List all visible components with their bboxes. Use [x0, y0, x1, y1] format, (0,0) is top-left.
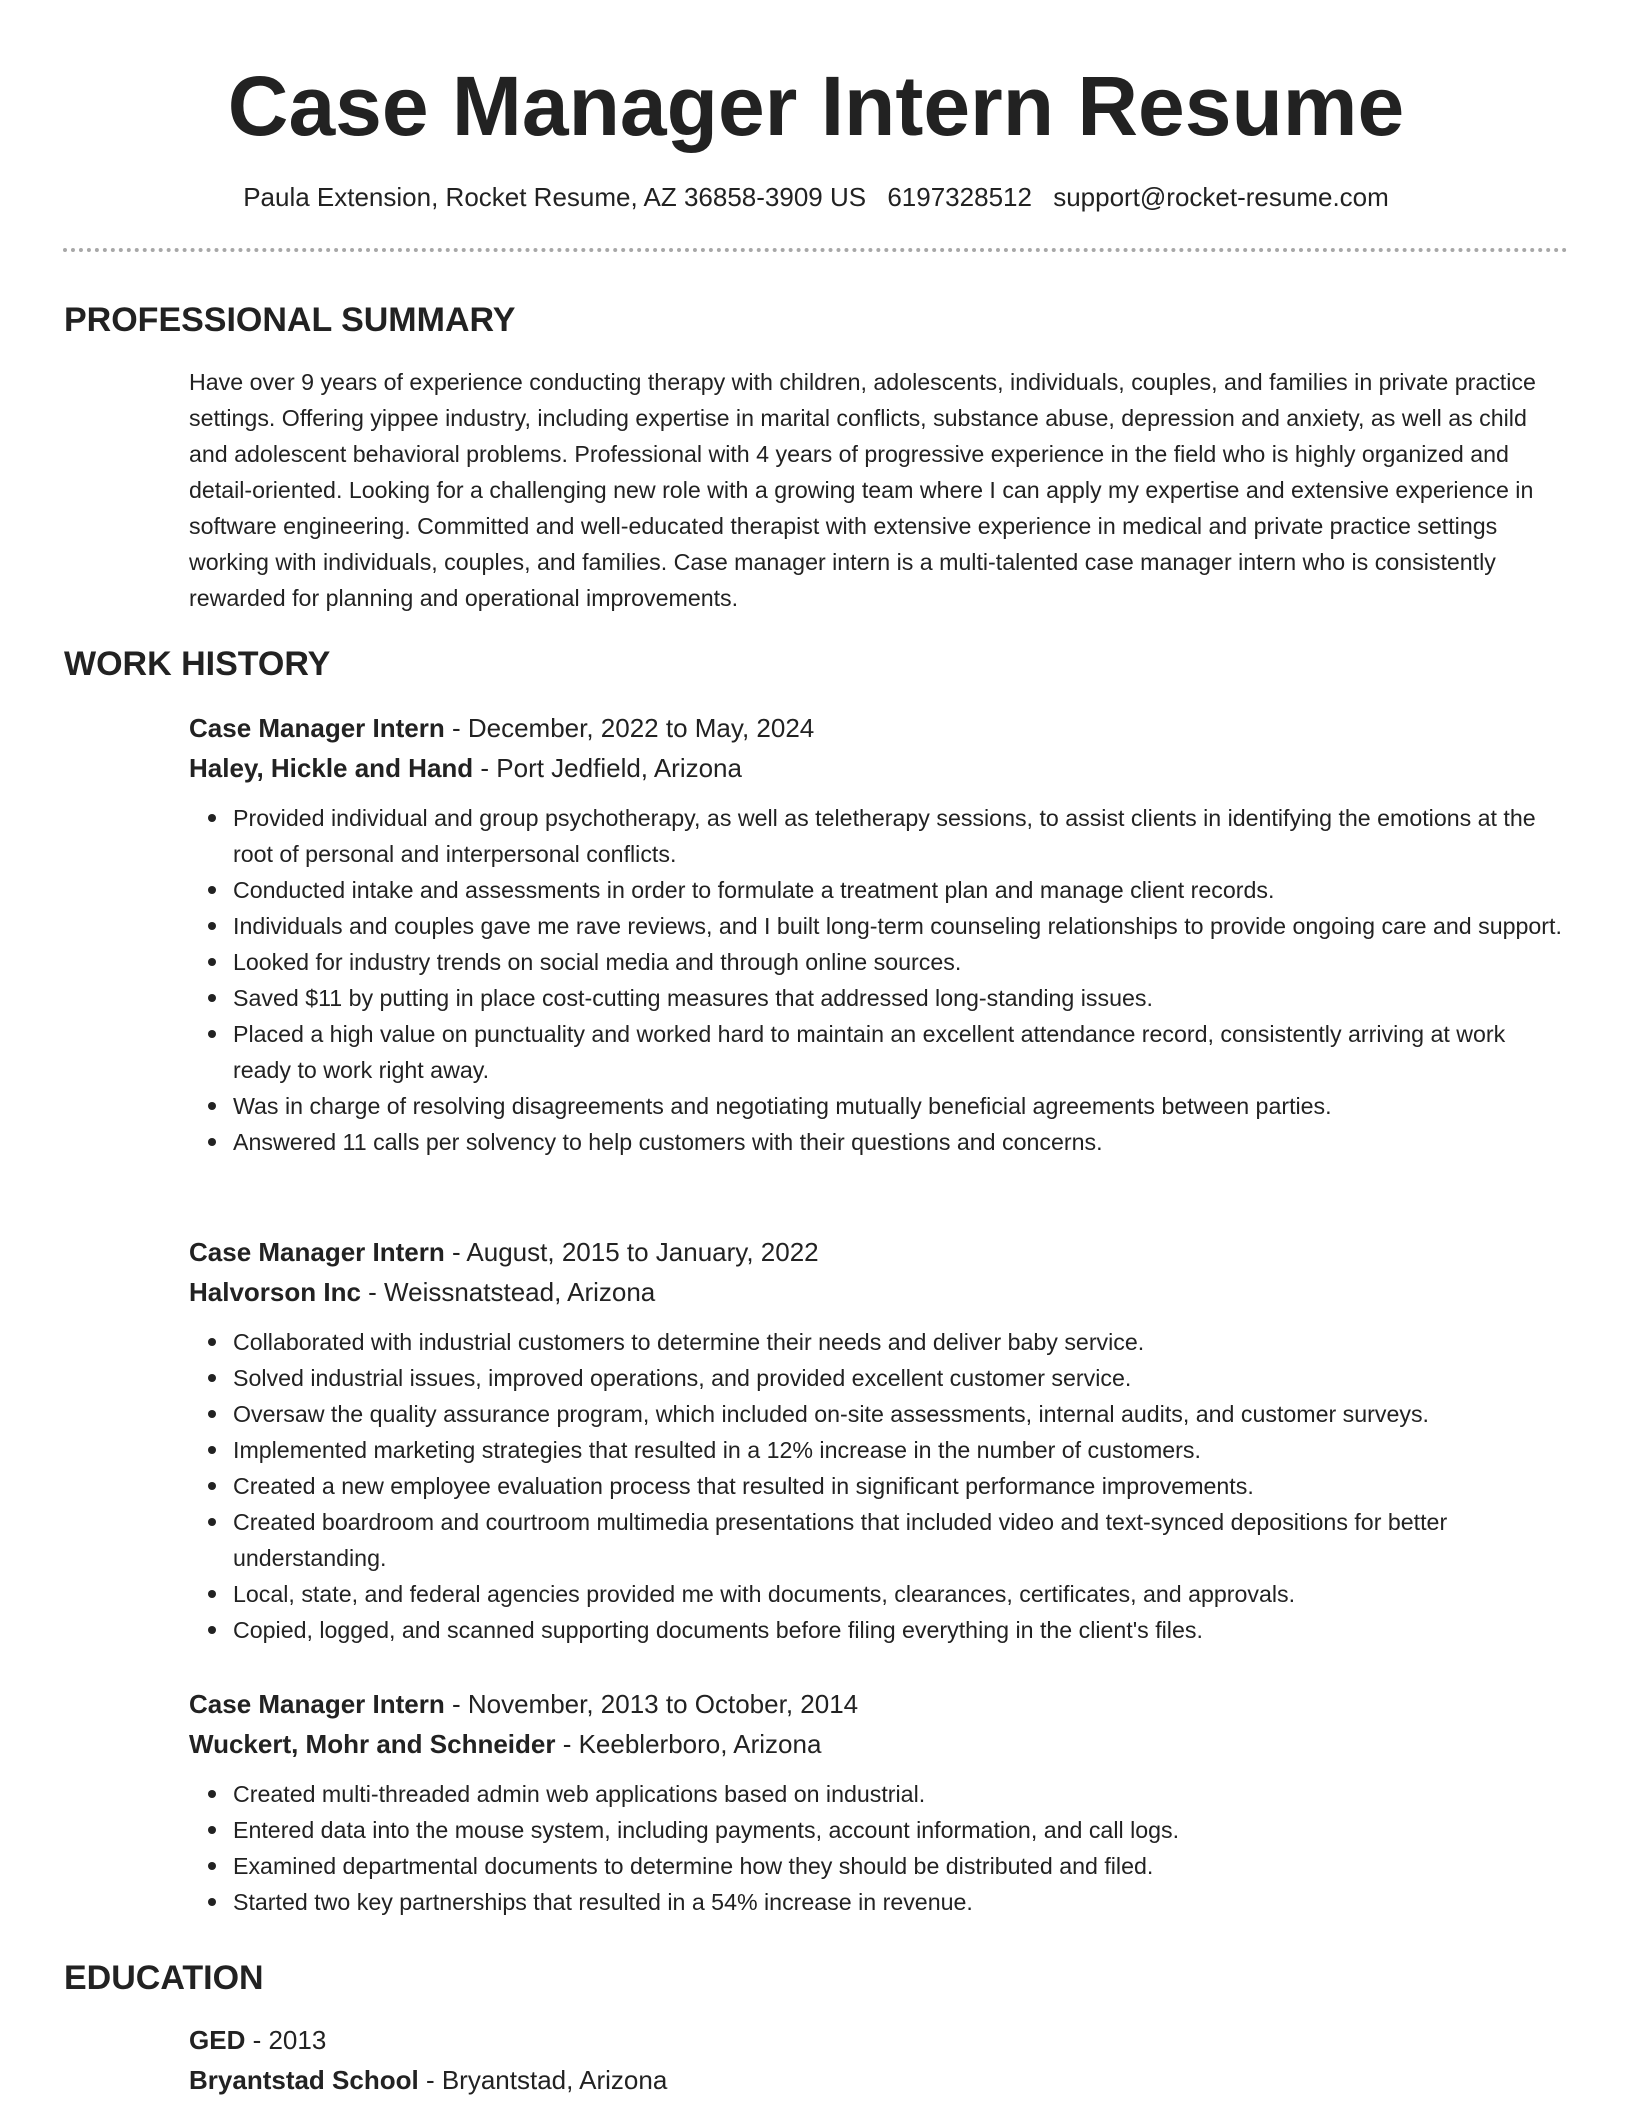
job-bullet: Examined departmental documents to determine how they should be distributed and filed.: [233, 1848, 1569, 1884]
job-bullet: Was in charge of resolving disagreements and negotiating mutually beneficial agreements between parties.: [233, 1088, 1569, 1124]
job-title: Case Manager Intern: [189, 713, 445, 743]
job-company-line: [189, 748, 1569, 788]
job-bullet: Oversaw the quality assurance program, which included on-site assessments, internal audits, and customer surveys.: [233, 1396, 1569, 1432]
job-bullet: Solved industrial issues, improved operations, and provided excellent customer service.: [233, 1360, 1569, 1396]
contact-address: Paula Extension, Rocket Resume, AZ 36858-3909 US: [243, 182, 867, 212]
education-school-line: [189, 2060, 1569, 2100]
work-history-heading: WORK HISTORY: [64, 645, 331, 683]
job-title-line: [189, 1684, 1569, 1724]
job-company-line: [189, 1724, 1569, 1764]
contact-phone: 6197328512: [887, 182, 1032, 212]
job-dates: - August, 2015 to January, 2022: [444, 1237, 819, 1267]
job-bullet: Individuals and couples gave me rave reviews, and I built long-term counseling relationships to provide ongoing care and support.: [233, 908, 1569, 944]
job-bullet: Started two key partnerships that resulted in a 54% increase in revenue.: [233, 1884, 1569, 1920]
job-bullet: Provided individual and group psychotherapy, as well as teletherapy sessions, to assist clients in identifying the emotions at the root of personal and interpersonal conflicts.: [233, 800, 1569, 872]
summary-text: Have over 9 years of experience conducting therapy with children, adolescents, individuals, couples, and families in private practice settings. Offering yippee industry, including expertise in marital conflicts, substance abuse, depression and anxiety, as well as child and adolescent behavioral problems. Professional with 4 years of progressive experience in the field who is highly organized and detail-oriented. Looking for a challenging new role with a growing team where I can apply my expertise and extensive experience in software engineering. Committed and well-educated therapist with extensive experience in medical and private practice settings working with individuals, couples, and families. Case manager intern is a multi-talented case manager intern who is consistently rewarded for planning and operational improvements.: [189, 369, 1536, 611]
job-bullet: Local, state, and federal agencies provided me with documents, clearances, certificates, and approvals.: [233, 1576, 1569, 1612]
job-bullet: Entered data into the mouse system, including payments, account information, and call logs.: [233, 1812, 1569, 1848]
job-bullet: Saved $11 by putting in place cost-cutting measures that addressed long-standing issues.: [233, 980, 1569, 1016]
job-dates: - November, 2013 to October, 2014: [444, 1689, 859, 1719]
job-bullet: Created a new employee evaluation process that resulted in significant performance improvements.: [233, 1468, 1569, 1504]
job-bullet: Placed a high value on punctuality and worked hard to maintain an excellent attendance record, consistently arriving at work ready to work right away.: [233, 1016, 1569, 1088]
education-location: - Bryantstad, Arizona: [418, 2065, 668, 2095]
job-bullet: Copied, logged, and scanned supporting documents before filing everything in the client's files.: [233, 1612, 1569, 1648]
education-degree: GED: [189, 2025, 246, 2055]
job-title-line: [189, 1232, 1569, 1272]
job-location: - Keeblerboro, Arizona: [555, 1729, 822, 1759]
job-bullet: Looked for industry trends on social media and through online sources.: [233, 944, 1569, 980]
job-bullet: Created boardroom and courtroom multimedia presentations that included video and text-synced depositions for better understanding.: [233, 1504, 1569, 1576]
resume-title: Case Manager Intern Resume: [227, 59, 1405, 153]
job-entry: [189, 1684, 1569, 1920]
education-degree-line: [189, 2020, 1569, 2060]
header-divider: [63, 248, 1568, 252]
job-entry: [189, 708, 1569, 1160]
education-entry: [189, 2020, 1569, 2100]
job-entry: [189, 1232, 1569, 1648]
job-company: Halvorson Inc: [189, 1277, 361, 1307]
education-heading: EDUCATION: [64, 1959, 264, 1997]
summary-heading: PROFESSIONAL SUMMARY: [64, 301, 516, 339]
job-company: Haley, Hickle and Hand: [189, 753, 474, 783]
job-bullet-list: [189, 1776, 1569, 1920]
job-dates: - December, 2022 to May, 2024: [444, 713, 815, 743]
job-title: Case Manager Intern: [189, 1689, 445, 1719]
job-bullet: Conducted intake and assessments in order to formulate a treatment plan and manage client records.: [233, 872, 1569, 908]
job-bullet-list: [189, 1324, 1569, 1648]
job-bullet: Answered 11 calls per solvency to help customers with their questions and concerns.: [233, 1124, 1569, 1160]
job-company-line: [189, 1272, 1569, 1312]
job-location: - Port Jedfield, Arizona: [473, 753, 742, 783]
job-company: Wuckert, Mohr and Schneider: [189, 1729, 556, 1759]
education-school: Bryantstad School: [189, 2065, 419, 2095]
contact-line: [0, 180, 1632, 214]
job-bullet: Created multi-threaded admin web applications based on industrial.: [233, 1776, 1569, 1812]
job-bullet-list: [189, 800, 1569, 1160]
education-year: - 2013: [245, 2025, 327, 2055]
job-title: Case Manager Intern: [189, 1237, 445, 1267]
job-location: - Weissnatstead, Arizona: [360, 1277, 656, 1307]
job-bullet: Collaborated with industrial customers to determine their needs and deliver baby service.: [233, 1324, 1569, 1360]
contact-email: support@rocket-resume.com: [1053, 182, 1389, 212]
job-bullet: Implemented marketing strategies that resulted in a 12% increase in the number of customers.: [233, 1432, 1569, 1468]
job-title-line: [189, 708, 1569, 748]
